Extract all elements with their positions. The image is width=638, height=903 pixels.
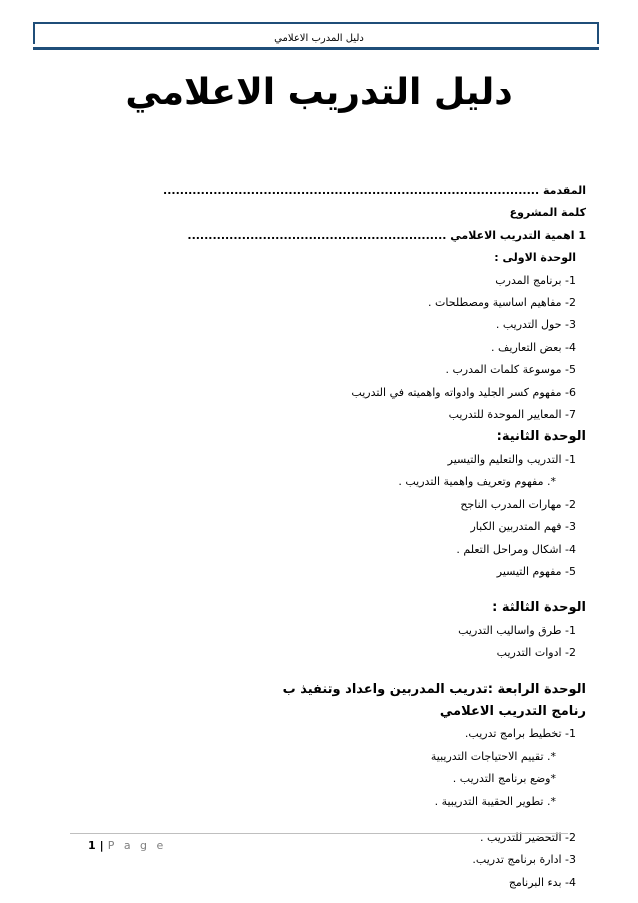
running-header: دليل المدرب الاعلامي [274, 33, 364, 44]
unit2-sub-item: *. مفهوم وتعريف واهمية التدريب . [398, 475, 556, 489]
unit4-sub-item: *. تقييم الاحتياجات التدريبية [430, 749, 556, 763]
toc-project-word: كلمة المشروع [509, 206, 586, 220]
table-of-contents [116, 180, 586, 894]
unit2-item: 4- اشكال ومراحل التعلم . [456, 542, 576, 556]
unit4-title: الوحدة الرابعة :تدريب المدربين واعداد وتنفيذ ب [282, 681, 586, 697]
unit1-item: 2- مفاهيم اساسية ومصطلحات . [428, 296, 576, 310]
unit4-sub-item: *. تطوير الحقيبة التدريبية . [434, 794, 556, 808]
unit3-item: 1- طرق واساليب التدريب [458, 623, 576, 637]
page-number: 1 [88, 839, 96, 852]
footer-divider [70, 833, 568, 834]
unit3-title: الوحدة الثالثة : [492, 600, 586, 616]
document-title: دليل التدريب الاعلامي [125, 72, 513, 113]
unit1-item: 3- حول التدريب . [495, 318, 576, 332]
page-label: P a g e [107, 839, 167, 852]
unit2-item: 1- التدريب والتعليم والتيسير [447, 452, 576, 466]
unit4-title-continued: رنامج التدريب الاعلامي [439, 703, 586, 719]
unit1-item: 1- برنامج المدرب [495, 273, 576, 287]
unit4-item: 4- بدء البرنامج [508, 875, 576, 889]
unit4-item: 1- تخطيط برامج تدريب. [464, 727, 576, 741]
spacer [116, 813, 586, 827]
unit4-item: 3- ادارة برنامج تدريب. [472, 853, 576, 867]
unit2-item: 3- فهم المتدربين الكبار [470, 520, 576, 534]
footer-separator: | [99, 839, 104, 852]
unit1-item: 4- بعض التعاريف . [491, 340, 576, 354]
unit2-item: 5- مفهوم التيسير [496, 564, 576, 578]
toc-item-1: 1 اهمية التدريب الاعلامي .............................................................. [187, 228, 586, 242]
unit1-item: 6- مفهوم كسر الجليد وادواته واهميته في التدريب [351, 385, 576, 399]
page-footer [88, 839, 166, 852]
unit4-sub-item: *وضع برنامج التدريب . [452, 772, 556, 786]
unit1-item: 5- موسوعة كلمات المدرب . [445, 363, 576, 377]
unit1-item: 7- المعايير الموحدة للتدريب [448, 408, 576, 422]
unit3-item: 2- ادوات التدريب [496, 646, 576, 660]
toc-intro: المقدمة .......................................................................................... [163, 184, 586, 197]
spacer [116, 583, 586, 597]
spacer [116, 665, 586, 679]
unit4-item: 2- التحضير للتدريب . [480, 830, 576, 844]
unit2-title: الوحدة الثانية: [496, 429, 586, 445]
unit1-title: الوحدة الاولى : [494, 251, 576, 265]
unit2-item: 2- مهارات المدرب الناجح [460, 497, 576, 511]
